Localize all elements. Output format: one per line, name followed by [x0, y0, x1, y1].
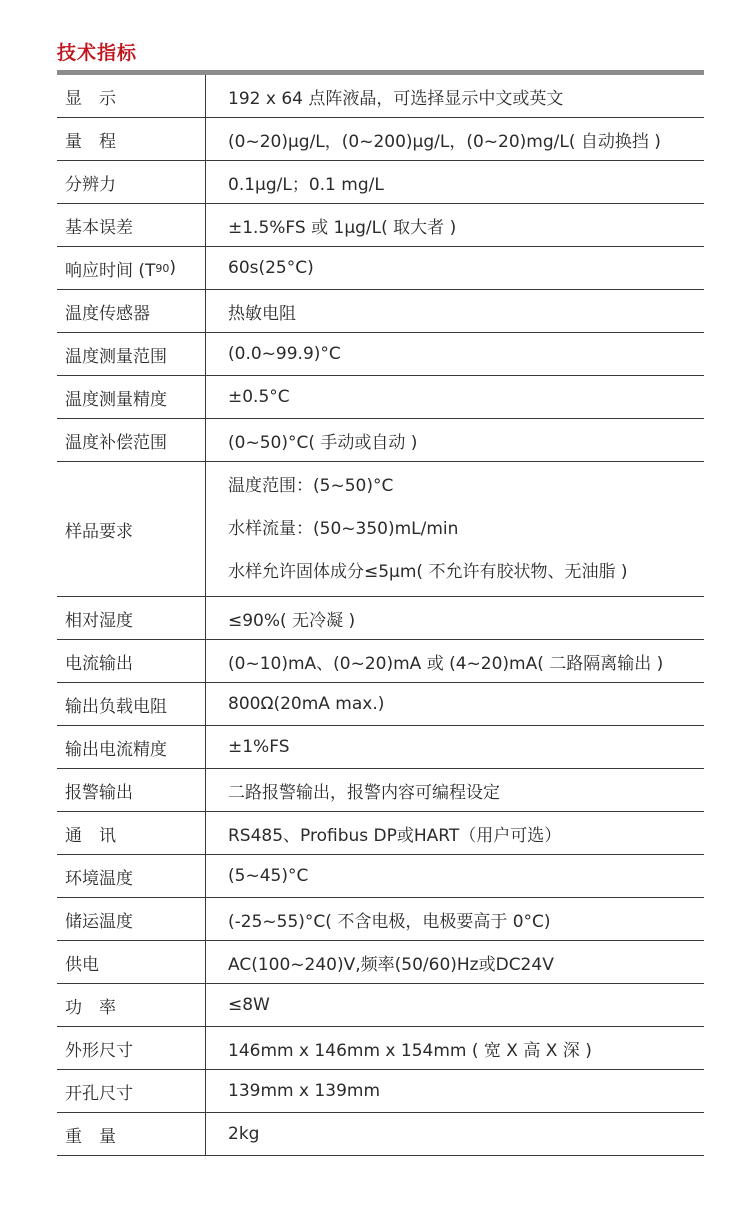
spec-value: (-25~55)°C( 不含电极，电极要高于 0°C): [228, 911, 551, 932]
spec-value-line: 水样流量：(50~350)mL/min: [228, 518, 459, 539]
spec-label: 输出负载电阻: [57, 683, 206, 725]
spec-label: 供电: [57, 941, 206, 983]
spec-row-resolution: [57, 161, 704, 204]
spec-row-load-resistance: [57, 683, 704, 726]
spec-label: 基本误差: [57, 204, 206, 246]
spec-label: 环境温度: [57, 855, 206, 897]
section-title: 技术指标: [57, 42, 138, 64]
spec-row-dimensions: [57, 1027, 704, 1070]
spec-row-current-output: [57, 640, 704, 683]
spec-value: RS485、Profibus DP或HART（用户可选）: [228, 825, 562, 846]
spec-value: 192 x 64 点阵液晶，可选择显示中文或英文: [228, 88, 564, 109]
spec-label: 温度测量精度: [57, 376, 206, 418]
spec-value: 二路报警输出，报警内容可编程设定: [228, 782, 500, 803]
spec-row-sample-requirements: [57, 462, 704, 597]
spec-value: (0~50)°C( 手动或自动 ): [228, 432, 418, 453]
spec-value: ±0.5°C: [228, 387, 290, 407]
spec-value: 0.1μg/L；0.1 mg/L: [228, 174, 384, 195]
spec-label-subscript: 90: [155, 261, 170, 275]
spec-value: 热敏电阻: [228, 303, 296, 324]
spec-value: 60s(25°C): [228, 258, 314, 278]
spec-row-humidity: [57, 597, 704, 640]
spec-value: 146mm x 146mm x 154mm ( 宽 X 高 X 深 ): [228, 1040, 592, 1061]
spec-row-response-time: [57, 247, 704, 290]
spec-value: 139mm x 139mm: [228, 1081, 381, 1101]
spec-value: ≤90%( 无冷凝 ): [228, 610, 356, 631]
spec-value: 800Ω(20mA max.): [228, 694, 385, 714]
spec-row-power-supply: [57, 941, 704, 984]
spec-value-line: 温度范围：(5~50)°C: [228, 475, 394, 496]
spec-label: 量 程: [57, 118, 206, 160]
spec-value: ±1.5%FS 或 1μg/L( 取大者 ): [228, 217, 457, 238]
spec-value-lines: [206, 465, 704, 594]
spec-value: AC(100~240)V,频率(50/60)Hz或DC24V: [228, 954, 554, 975]
spec-label: 样品要求: [57, 462, 206, 596]
spec-label: 开孔尺寸: [57, 1070, 206, 1112]
spec-label: 储运温度: [57, 898, 206, 940]
spec-label: 相对湿度: [57, 597, 206, 639]
spec-label: 报警输出: [57, 769, 206, 811]
spec-label: [57, 247, 206, 289]
spec-value: ≤8W: [228, 995, 270, 1015]
spec-row-basic-error: [57, 204, 704, 247]
spec-row-power: [57, 984, 704, 1027]
spec-label-end: ): [169, 258, 177, 278]
spec-row-temp-range: [57, 333, 704, 376]
spec-value: ±1%FS: [228, 737, 290, 757]
spec-row-communication: [57, 812, 704, 855]
spec-value: 2kg: [228, 1124, 260, 1144]
spec-row-range: [57, 118, 704, 161]
spec-row-storage-temp: [57, 898, 704, 941]
spec-label: 分辨力: [57, 161, 206, 203]
spec-row-display: [57, 75, 704, 118]
spec-row-alarm-output: [57, 769, 704, 812]
spec-label: 温度补偿范围: [57, 419, 206, 461]
spec-row-temp-accuracy: [57, 376, 704, 419]
spec-label: 重 量: [57, 1113, 206, 1155]
spec-label: 通 讯: [57, 812, 206, 854]
spec-value: (0~20)μg/L，(0~200)μg/L，(0~20)mg/L( 自动换挡 ): [228, 131, 661, 152]
spec-row-temp-compensation: [57, 419, 704, 462]
spec-label: 功 率: [57, 984, 206, 1026]
spec-row-cutout: [57, 1070, 704, 1113]
spec-label: 外形尺寸: [57, 1027, 206, 1069]
spec-label: 输出电流精度: [57, 726, 206, 768]
spec-value: (5~45)°C: [228, 866, 309, 886]
spec-label: 显 示: [57, 75, 206, 117]
spec-label: 温度传感器: [57, 290, 206, 332]
spec-label: 电流输出: [57, 640, 206, 682]
spec-row-weight: [57, 1113, 704, 1156]
spec-label-main: 响应时间 (T: [65, 260, 156, 281]
spec-value: (0~10)mA、(0~20)mA 或 (4~20)mA( 二路隔离输出 ): [228, 653, 664, 674]
spec-value: (0.0~99.9)°C: [228, 344, 341, 364]
spec-value-line: 水样允许固体成分≤5μm( 不允许有胶状物、无油脂 ): [228, 561, 628, 582]
spec-label: 温度测量范围: [57, 333, 206, 375]
spec-row-current-accuracy: [57, 726, 704, 769]
spec-row-ambient-temp: [57, 855, 704, 898]
spec-row-temp-sensor: [57, 290, 704, 333]
spec-table: [57, 75, 704, 1156]
